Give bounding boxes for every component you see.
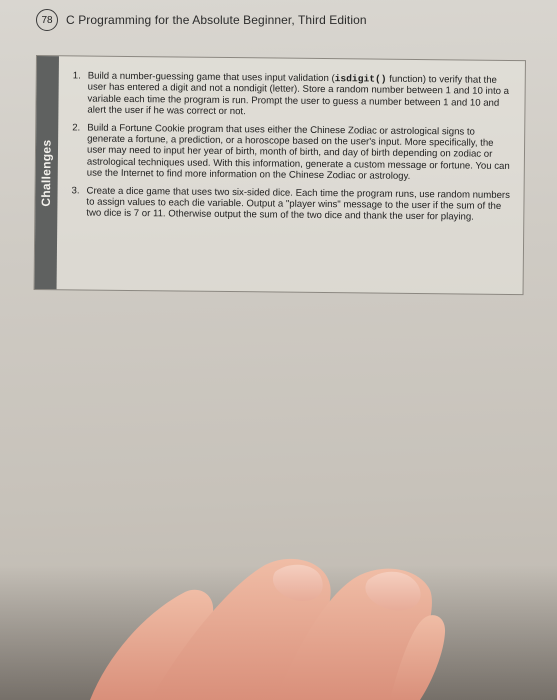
challenge-number: 3. <box>71 185 80 197</box>
challenges-tab-label: Challenges <box>39 139 55 207</box>
page-header <box>36 8 367 32</box>
challenge-text-part: Build a number-guessing game that uses input validation ( <box>87 70 335 85</box>
challenge-text: Build a Fortune Cookie program that uses either the Chinese Zodiac or astrological signs to generate a fortune, a prediction, or a horoscope based on the user's input. More specifically, the user may need to input her year of birth, month of birth, and day of birth depending on zodiac or astrological techniques used. With this information, generate a custom message or fortune. You can use the Internet to find more information on the Chinese Zodiac or astrology. <box>86 122 510 183</box>
page-number: 78 <box>36 9 58 31</box>
code-snippet: isdigit() <box>334 73 387 85</box>
challenge-item <box>72 70 512 120</box>
challenge-text: Create a dice game that uses two six-sided dice. Each time the program runs, use random numbers to assign values to each die variable. Output a "player wins" message to the user if the sum of the two dice is 7 or 11. Otherwise output the sum of the two dice and thank the user for playing. <box>86 185 511 224</box>
challenges-box <box>34 55 526 295</box>
challenge-text <box>87 71 512 121</box>
challenge-item <box>71 185 511 224</box>
challenge-number: 1. <box>72 70 81 82</box>
challenge-item <box>72 122 513 184</box>
book-title: C Programming for the Absolute Beginner, Third Edition <box>66 13 367 27</box>
challenge-number: 2. <box>72 122 81 134</box>
challenge-list <box>71 70 513 229</box>
hand-shadow <box>0 565 557 700</box>
challenge-text-part: function) to verify that the user has entered a digit and not a nondigit (letter). Store a random number between 1 and 10 into a variable each time the program is run. Prompt the user to guess a number between 1 and 10 and alert the user if he was correct or not. <box>87 73 510 118</box>
challenges-tab <box>35 56 59 289</box>
